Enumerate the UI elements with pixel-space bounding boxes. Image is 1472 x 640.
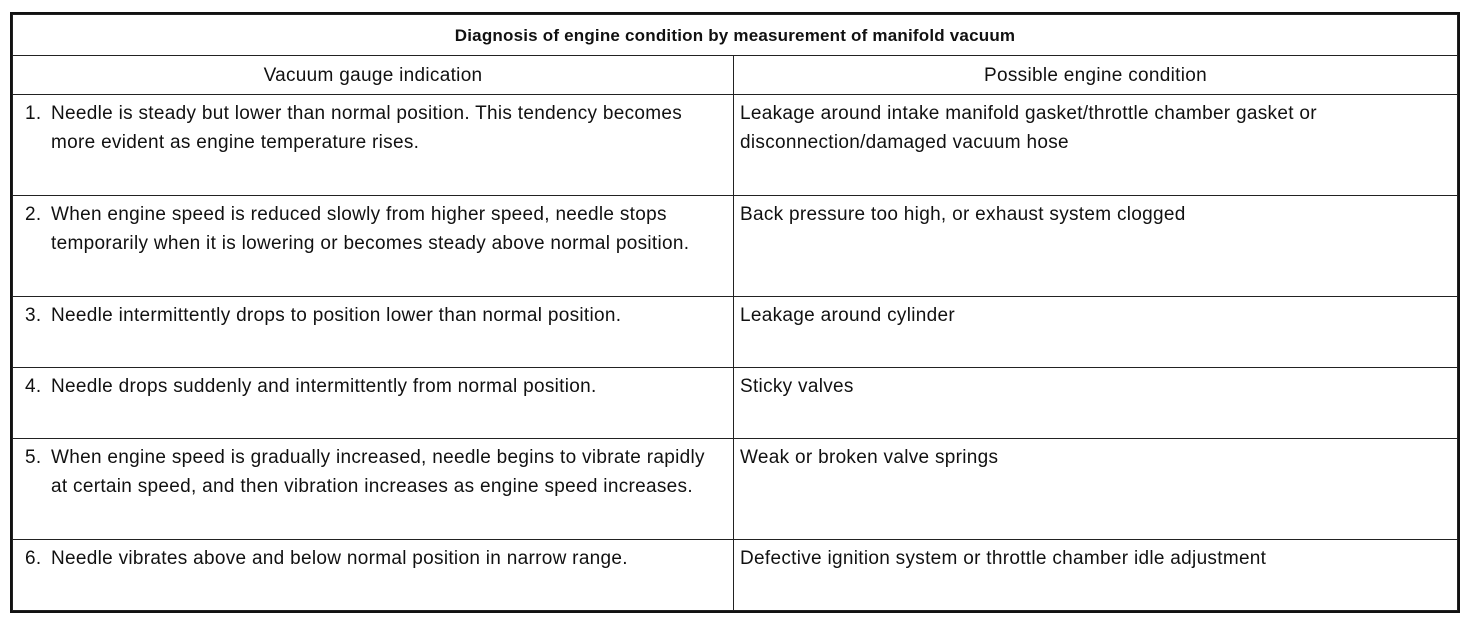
- condition-cell: Sticky valves: [734, 368, 1458, 439]
- condition-cell: Leakage around cylinder: [734, 297, 1458, 368]
- table-title-row: [13, 15, 1458, 56]
- table-row: [13, 368, 1458, 439]
- indication-text: When engine speed is reduced slowly from higher speed, needle stops temporarily when it is lowering or becomes steady above normal position.: [51, 204, 690, 254]
- indication-cell: [13, 368, 734, 439]
- table-title: Diagnosis of engine condition by measurement of manifold vacuum: [13, 15, 1458, 56]
- indication-text: Needle vibrates above and below normal position in narrow range.: [51, 548, 628, 569]
- condition-cell: Defective ignition system or throttle chamber idle adjustment: [734, 540, 1458, 611]
- diagnosis-table-container: [10, 12, 1460, 613]
- table-row: [13, 439, 1458, 540]
- row-number: 1.: [25, 103, 42, 124]
- condition-cell: Weak or broken valve springs: [734, 439, 1458, 540]
- indication-text: Needle is steady but lower than normal position. This tendency becomes more evident as engine temperature rises.: [51, 103, 683, 153]
- indication-text: Needle drops suddenly and intermittently from normal position.: [51, 376, 597, 397]
- indication-cell: [13, 439, 734, 540]
- header-vacuum-gauge-indication: Vacuum gauge indication: [13, 56, 734, 95]
- table-header-row: [13, 56, 1458, 95]
- condition-cell: Leakage around intake manifold gasket/throttle chamber gasket or disconnection/damaged vacuum hose: [734, 95, 1458, 196]
- table-row: [13, 95, 1458, 196]
- table-row: [13, 297, 1458, 368]
- indication-text: Needle intermittently drops to position lower than normal position.: [51, 305, 622, 326]
- indication-cell: [13, 196, 734, 297]
- indication-cell: [13, 297, 734, 368]
- row-number: 4.: [25, 376, 42, 397]
- row-number: 6.: [25, 548, 42, 569]
- table-row: [13, 540, 1458, 611]
- row-number: 3.: [25, 305, 42, 326]
- indication-cell: [13, 540, 734, 611]
- row-number: 5.: [25, 447, 42, 468]
- diagnosis-table: [12, 14, 1458, 611]
- table-row: [13, 196, 1458, 297]
- indication-text: When engine speed is gradually increased, needle begins to vibrate rapidly at certain speed, and then vibration increases as engine speed increases.: [51, 447, 705, 497]
- header-possible-engine-condition: Possible engine condition: [734, 56, 1458, 95]
- row-number: 2.: [25, 204, 42, 225]
- indication-cell: [13, 95, 734, 196]
- condition-cell: Back pressure too high, or exhaust system clogged: [734, 196, 1458, 297]
